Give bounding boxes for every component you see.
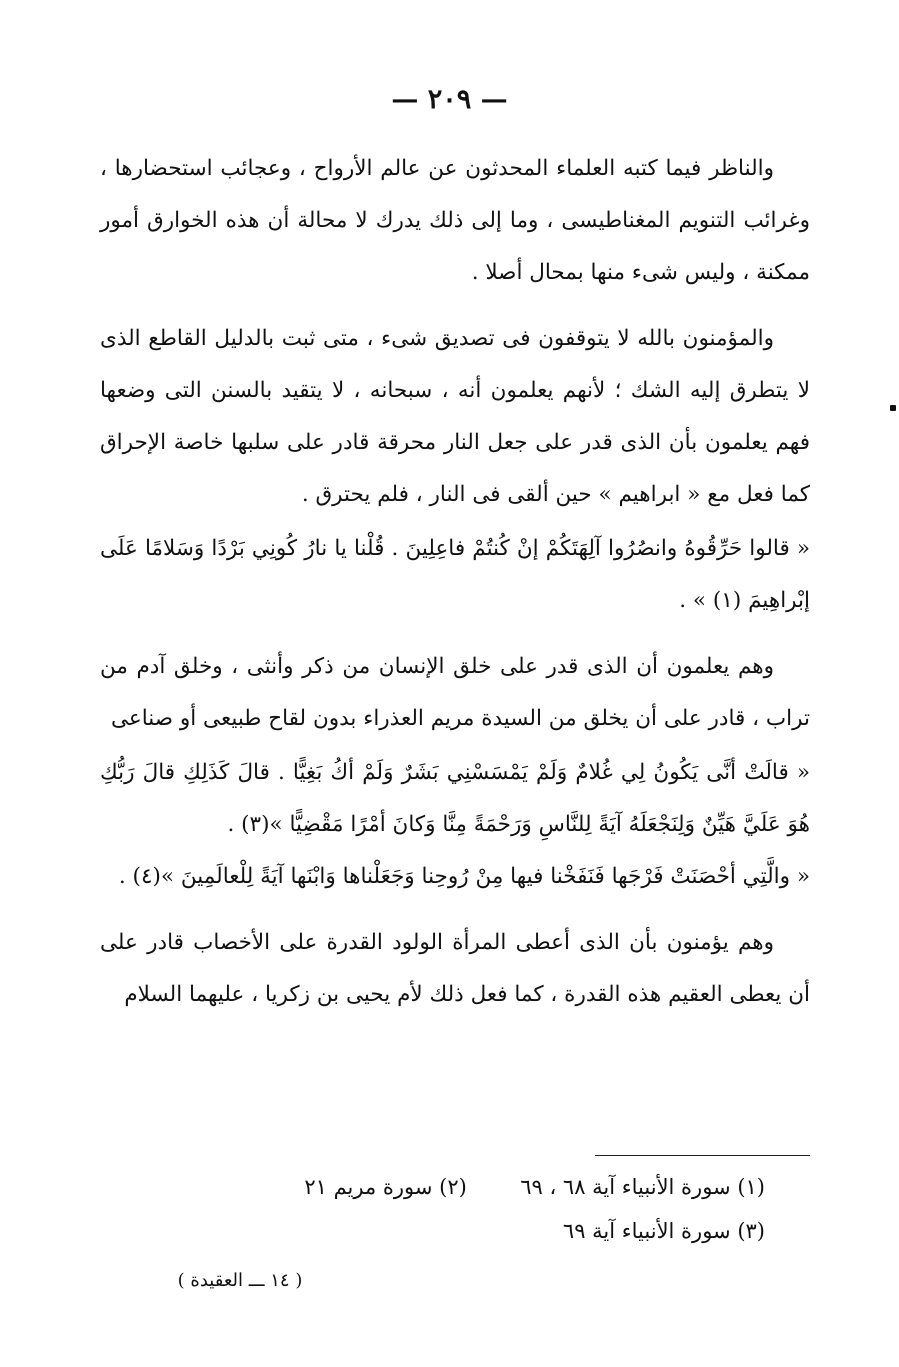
paragraph-fertility: وهم يؤمنون بأن الذى أعطى المرأة الولود القدرة على الأخصاب قادر على أن يعطى العقيم هذه القدرة ، كما فعل ذلك لأم يحيى بن زكريا ، عليهما السلام xyxy=(100,930,810,1007)
quran-quote-ibrahim: « قالوا حَرِّقُوهُ وانصُرُوا آلِهَتَكُمْ إنْ كُنتُمْ فاعِلِينَ . قُلْنا يا نارُ كُونِي بَرْدًا وَسَلامًا عَلَى إبْراهِيمَ (١) » . xyxy=(100,536,810,613)
body-text xyxy=(100,143,810,1023)
footnotes xyxy=(245,1165,765,1253)
quran-quote-anbiya: « والَّتِي أحْصَنَتْ فَرْجَها فَنَفَخْنا فيها مِنْ رُوحِنا وَجَعَلْناها وَابْنَها آيَةً لِلْعالَمِينَ »(٤) . xyxy=(118,864,810,889)
footnote-row xyxy=(245,1209,765,1253)
paragraph-creation: وهم يعلمون أن الذى قدر على خلق الإنسان من ذكر وأنثى ، وخلق آدم من تراب ، قادر على أن يخلق من السيدة مريم العذراء بدون لقاح طبيعى أو صناعى xyxy=(100,654,810,731)
page-number: — ٢٠٩ — xyxy=(391,84,508,115)
signature-mark: ( ١٤ ـــ العقيدة ) xyxy=(177,1270,303,1291)
margin-mark xyxy=(890,405,896,411)
footnote-1: (١) سورة الأنبياء آية ٦٨ ، ٦٩ xyxy=(520,1175,765,1199)
paragraph-believers: والمؤمنون بالله لا يتوقفون فى تصديق شىء ، متى ثبت بالدليل القاطع الذى لا يتطرق إليه الشك ؛ لأنهم يعلمون أنه ، سبحانه ، لا يتقيد بالسنن التى وضعها فهم يعلمون بأن الذى قدر على جعل النار محرقة قادر على سلبها خاصة الإحراق كما فعل مع « ابراهيم » حين ألقى فى النار ، فلم يحترق . xyxy=(100,326,810,507)
footnote-3: (٣) سورة الأنبياء آية ٦٩ xyxy=(562,1219,765,1243)
footnote-row xyxy=(245,1165,765,1209)
footnote-2: (٢) سورة مريم ٢١ xyxy=(304,1175,467,1199)
quran-quote-maryam: « قالَتْ أنَّى يَكُونُ لِي غُلامٌ وَلَمْ يَمْسَسْنِي بَشَرٌ وَلَمْ أكُ بَغِيًّا . قالَ كَذَلِكِ قالَ رَبُّكِ هُوَ عَلَيَّ هَيِّنٌ وَلِنَجْعَلَهُ آيَةً لِلنَّاسِ وَرَحْمَةً مِنَّا وَكانَ أمْرًا مَقْضِيًّا »(٣) . xyxy=(100,760,810,837)
paragraph-spirits: والناظر فيما كتبه العلماء المحدثون عن عالم الأرواح ، وعجائب استحضارها ، وغرائب التنويم المغناطيسى ، وما إلى ذلك يدرك لا محالة أن هذه الخوارق أمور ممكنة ، وليس شىء منها بمحال أصلا . xyxy=(100,156,810,285)
footnote-divider xyxy=(595,1155,810,1156)
